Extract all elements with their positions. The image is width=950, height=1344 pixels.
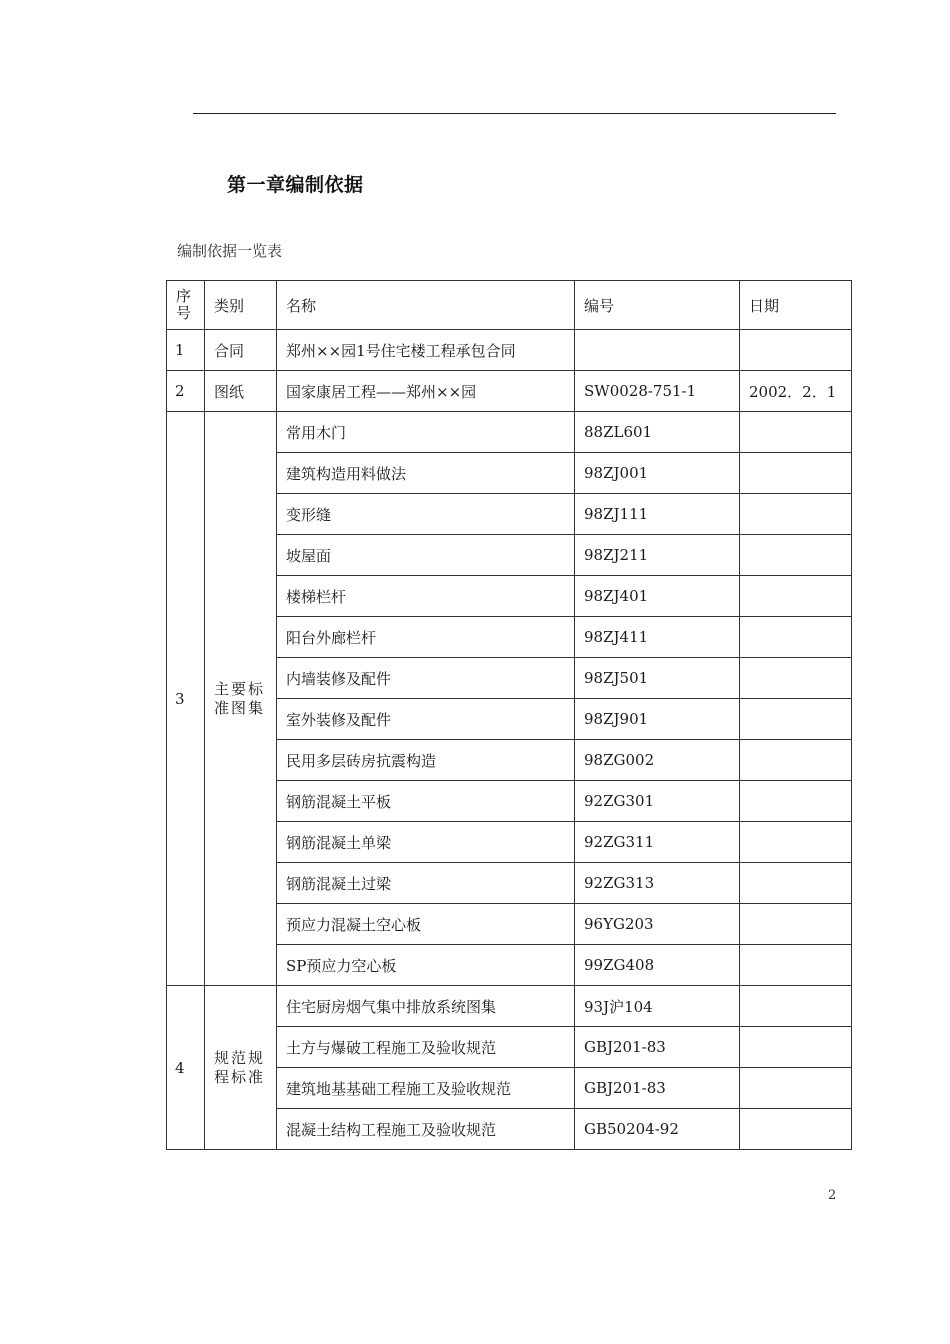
row-code: GB50204-92 bbox=[575, 1109, 740, 1150]
row-code bbox=[575, 330, 740, 371]
table-header-row bbox=[167, 281, 852, 330]
chapter-title: 第一章编制依据 bbox=[227, 174, 364, 196]
row-code: 96YG203 bbox=[575, 904, 740, 945]
row-name: 民用多层砖房抗震构造 bbox=[277, 740, 575, 781]
row-name: 建筑构造用料做法 bbox=[277, 453, 575, 494]
row-date bbox=[740, 822, 852, 863]
row-name: 住宅厨房烟气集中排放系统图集 bbox=[277, 986, 575, 1027]
row-date bbox=[740, 658, 852, 699]
row-name: 国家康居工程——郑州××园 bbox=[277, 371, 575, 412]
row-date bbox=[740, 412, 852, 453]
row-name: SP预应力空心板 bbox=[277, 945, 575, 986]
row-code: 92ZG313 bbox=[575, 863, 740, 904]
row-name: 室外装修及配件 bbox=[277, 699, 575, 740]
table-row bbox=[167, 412, 852, 453]
row-name: 钢筋混凝土平板 bbox=[277, 781, 575, 822]
row-name: 楼梯栏杆 bbox=[277, 576, 575, 617]
row-code: 99ZG408 bbox=[575, 945, 740, 986]
row-date bbox=[740, 986, 852, 1027]
row-name: 建筑地基基础工程施工及验收规范 bbox=[277, 1068, 575, 1109]
group-category: 主要标准图集 bbox=[205, 412, 277, 986]
table-caption: 编制依据一览表 bbox=[177, 242, 283, 260]
header-code: 编号 bbox=[575, 281, 740, 330]
row-date bbox=[740, 1109, 852, 1150]
row-code: 98ZJ211 bbox=[575, 535, 740, 576]
group-seq: 3 bbox=[167, 412, 205, 986]
row-category: 合同 bbox=[205, 330, 277, 371]
row-code: 98ZJ001 bbox=[575, 453, 740, 494]
row-date: 2002．2．1 bbox=[740, 371, 852, 412]
row-seq: 1 bbox=[167, 330, 205, 371]
header-rule bbox=[193, 113, 836, 114]
row-code: SW0028-751-1 bbox=[575, 371, 740, 412]
row-date bbox=[740, 535, 852, 576]
row-code: 93J沪104 bbox=[575, 986, 740, 1027]
row-name: 常用木门 bbox=[277, 412, 575, 453]
row-code: 88ZL601 bbox=[575, 412, 740, 453]
header-seq: 序号 bbox=[167, 281, 205, 330]
row-code: 98ZJ501 bbox=[575, 658, 740, 699]
row-date bbox=[740, 1068, 852, 1109]
group-category: 规范规程标准 bbox=[205, 986, 277, 1150]
row-date bbox=[740, 576, 852, 617]
row-code: 92ZG311 bbox=[575, 822, 740, 863]
row-name: 变形缝 bbox=[277, 494, 575, 535]
table-row bbox=[167, 330, 852, 371]
row-date bbox=[740, 617, 852, 658]
table-row bbox=[167, 986, 852, 1027]
row-date bbox=[740, 863, 852, 904]
row-code: 98ZJ411 bbox=[575, 617, 740, 658]
page-number: 2 bbox=[828, 1188, 837, 1203]
row-date bbox=[740, 945, 852, 986]
header-category: 类别 bbox=[205, 281, 277, 330]
row-name: 预应力混凝土空心板 bbox=[277, 904, 575, 945]
row-name: 阳台外廊栏杆 bbox=[277, 617, 575, 658]
row-code: GBJ201-83 bbox=[575, 1027, 740, 1068]
group-seq: 4 bbox=[167, 986, 205, 1150]
header-name: 名称 bbox=[277, 281, 575, 330]
row-name: 钢筋混凝土过梁 bbox=[277, 863, 575, 904]
row-date bbox=[740, 494, 852, 535]
row-code: 98ZJ111 bbox=[575, 494, 740, 535]
row-name: 坡屋面 bbox=[277, 535, 575, 576]
row-code: 98ZJ901 bbox=[575, 699, 740, 740]
row-code: 92ZG301 bbox=[575, 781, 740, 822]
header-date: 日期 bbox=[740, 281, 852, 330]
row-date bbox=[740, 781, 852, 822]
table-row bbox=[167, 371, 852, 412]
row-name: 郑州××园1号住宅楼工程承包合同 bbox=[277, 330, 575, 371]
row-code: 98ZG002 bbox=[575, 740, 740, 781]
row-seq: 2 bbox=[167, 371, 205, 412]
row-code: GBJ201-83 bbox=[575, 1068, 740, 1109]
row-date bbox=[740, 904, 852, 945]
row-name: 混凝土结构工程施工及验收规范 bbox=[277, 1109, 575, 1150]
row-name: 钢筋混凝土单梁 bbox=[277, 822, 575, 863]
row-name: 土方与爆破工程施工及验收规范 bbox=[277, 1027, 575, 1068]
row-code: 98ZJ401 bbox=[575, 576, 740, 617]
row-name: 内墙装修及配件 bbox=[277, 658, 575, 699]
row-date bbox=[740, 699, 852, 740]
row-date bbox=[740, 330, 852, 371]
row-category: 图纸 bbox=[205, 371, 277, 412]
row-date bbox=[740, 453, 852, 494]
row-date bbox=[740, 1027, 852, 1068]
row-date bbox=[740, 740, 852, 781]
basis-table bbox=[166, 280, 852, 1150]
